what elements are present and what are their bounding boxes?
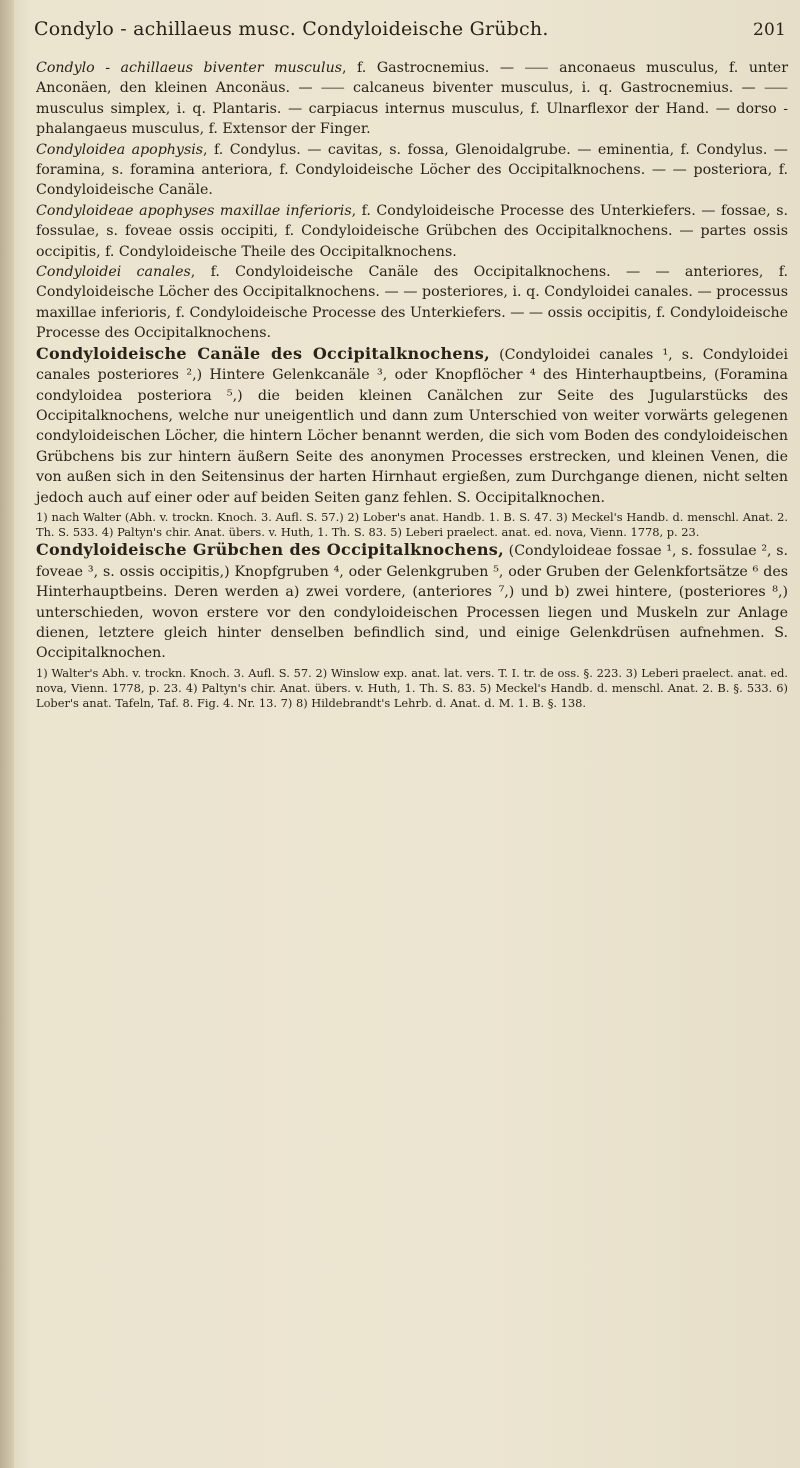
entry-term: Condyloidei canales xyxy=(36,264,191,281)
page-body xyxy=(36,58,788,711)
page-gutter xyxy=(0,0,14,1468)
entry-condyloidea-apophysis xyxy=(36,140,788,201)
footnote-text: 1) nach Walter (Abh. v. trockn. Knoch. 3. Aufl. S. 57.) 2) Lober's anat. Handb. 1. B. S. 47. 3) Meckel's Handb. d. menschl. Anat. 2. Th. S. 533. 4) Paltyn's chir. Anat. übers. v. Huth, 1. Th. S. 83. 5) Leberi praelect. anat. ed. nova, Vienn. 1778, p. 23. xyxy=(36,509,788,540)
entry-condyloidei-canales xyxy=(36,262,788,344)
entry-condyloideae-apophyses xyxy=(36,201,788,262)
entry-condylo-achillaeus xyxy=(36,58,788,140)
entry-text: , f. Gastrocnemius. — ⸺ anconaeus musculus, f. unter Anconäen, den kleinen Anconäus. — ⸺ calcaneus biventer musculus, i. q. Gastrocnemius. — ⸺ musculus simplex, i. q. Plantaris. — carpiacus internus musculus, f. Ulnarflexor der Hand. — dorso - phalangaeus musculus, f. Extensor der Finger. xyxy=(36,60,788,138)
section-text: (Condyloidei canales ¹, s. Condyloidei canales posteriores ²,) Hintere Gelenkcanäle ³, oder Knopflöcher ⁴ des Hinterhauptbeins, (Foramina condyloidea posteriora ⁵,) die beiden kleinen Canälchen zur Seite des Jugularstücks des Occipitalknochens, welche nur uneigentlich und dann zum Unterschied von weiter vorwärts gelegenen condyloideischen Löcher, die hintern Löcher benannt werden, die sich vom Boden des condyloideischen Grübchens bis zur hintern äußern Seite des anonymen Processes erstrecken, und kleinen Venen, die von außen sich in den Seitensinus der harten Hirnhaut ergießen, zum Durchgange dienen, nicht selten jedoch auch auf einer oder auf beiden Seiten ganz fehlen. S. Occipitalknochen. xyxy=(36,346,788,506)
section-heading: Condyloideische Grübchen des Occipitalknochens, xyxy=(36,540,504,560)
running-title: Condylo - achillaeus musc. Condyloideische Grübch. xyxy=(34,18,549,40)
entry-text: , f. Condylus. — cavitas, s. fossa, Glenoidalgrube. — eminentia, f. Condylus. — foramina, s. foramina anteriora, f. Condyloideische Löcher des Occipitalknochens. — — posteriora, f. Condyloideische Canäle. xyxy=(36,141,788,199)
page-number: 201 xyxy=(752,20,786,40)
section-canaele xyxy=(36,344,788,508)
footnotes-canaele xyxy=(36,510,788,540)
footnote-text: 1) Walter's Abh. v. trockn. Knoch. 3. Aufl. S. 57. 2) Winslow exp. anat. lat. vers. T. I. tr. de oss. §. 223. 3) Leberi praelect. anat. ed. nova, Vienn. 1778, p. 23. 4) Paltyn's chir. Anat. übers. v. Huth, 1. Th. S. 83. 5) Meckel's Handb. d. menschl. Anat. 2. B. §. 533. 6) Lober's anat. Tafeln, Taf. 8. Fig. 4. Nr. 13. 7) 8) Hildebrandt's Lehrb. d. Anat. d. M. 1. B. §. 138. xyxy=(36,665,788,711)
section-gruebchen xyxy=(36,540,788,663)
entry-text: , f. Condyloideische Processe des Unterkiefers. — fossae, s. fossulae, s. foveae ossis occipiti, f. Condyloideische Grübchen des Occipitalknochens. — partes ossis occipitis, f. Condyloideische Theile des Occipitalknochens. xyxy=(36,202,788,260)
section-text: (Condyloideae fossae ¹, s. fossulae ², s. foveae ³, s. ossis occipitis,) Knopfgruben ⁴, oder Gelenkgruben ⁵, oder Gruben der Gelenkfortsätze ⁶ des Hinterhauptbeins. Deren werden a) zwei vordere, (anteriores ⁷,) und b) zwei hintere, (posteriores ⁸,) unterschieden, wovon erstere vor den condyloideischen Processen liegen und Muskeln zur Anlage dienen, letztere gleich hinter denselben befindlich sind, und einige Gelenkdrüsen aufnehmen. S. Occipitalknochen. xyxy=(36,543,788,662)
entry-term: Condyloideae apophyses maxillae inferioris xyxy=(36,202,352,219)
entry-term: Condyloidea apophysis xyxy=(36,141,204,158)
entry-term: Condylo - achillaeus biventer musculus xyxy=(36,60,342,76)
section-heading: Condyloideische Canäle des Occipitalknochens, xyxy=(36,343,490,363)
entry-text: , f. Condyloideische Canäle des Occipitalknochens. — — anteriores, f. Condyloideische Löcher des Occipitalknochens. — — posteriores, i. q. Condyloidei canales. — processus maxillae inferioris, f. Condyloideische Processe des Unterkiefers. — — ossis occipitis, f. Condyloideische Processe des Occipitalknochens. xyxy=(36,264,788,342)
footnotes-gruebchen xyxy=(36,666,788,712)
running-header xyxy=(34,18,786,52)
